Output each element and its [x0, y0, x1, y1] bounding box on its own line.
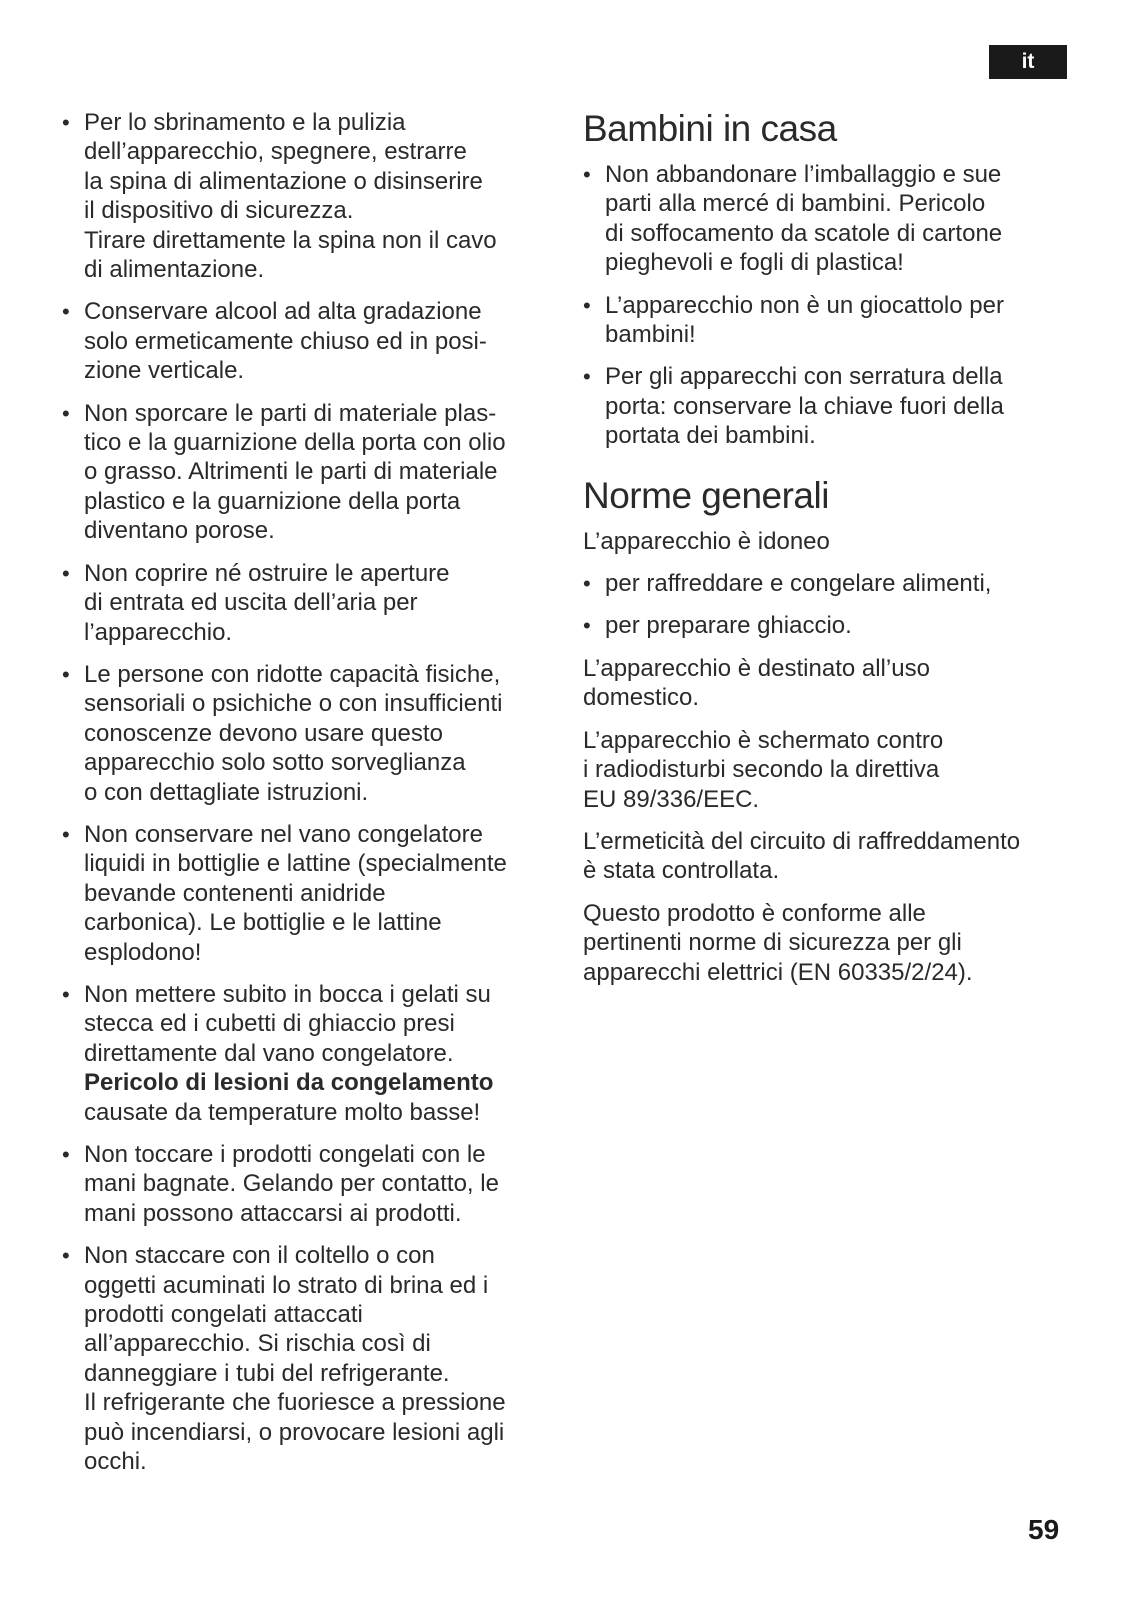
bullet-icon: • [583, 292, 591, 318]
list-item: • per raffreddare e congelare alimenti, [583, 570, 992, 598]
list-item: • Per lo sbrinamento e la pulizia dell’apparecchio, spegnere, estrarre la spina di alimentazione o disinserire il dispositivo di sicurezza. Tirare direttamente la spina non il cavo di alimentazione. [62, 109, 497, 284]
list-item: • Non staccare con il coltello o con oggetti acuminati lo strato di brina ed i prodotti congelati attaccati all’apparecchio. Si rischia così di danneggiare i tubi del refrigerante. Il refrigerante che fuoriesce a pressione può incendiarsi, o provocare lesioni agli occhi. [62, 1242, 506, 1476]
bullet-icon: • [62, 560, 70, 586]
safety-list [62, 108, 552, 1476]
bullet-icon: • [583, 613, 591, 639]
general-list [583, 569, 1078, 641]
language-tab: it [989, 45, 1067, 79]
bullet-icon: • [62, 299, 70, 325]
bullet-icon: • [62, 1243, 70, 1269]
section-title-children: Bambini in casa [583, 108, 837, 149]
bullet-icon: • [583, 162, 591, 187]
bullet-icon: • [62, 981, 70, 1007]
warning-text: Pericolo di lesioni da congelamento [84, 1069, 494, 1097]
bullet-icon: • [62, 110, 70, 135]
paragraph: L’apparecchio è destinato all’uso domestico. [583, 654, 930, 712]
list-item: • per preparare ghiaccio. [583, 612, 852, 640]
section-title-general: Norme generali [583, 474, 829, 516]
right-column [583, 106, 1078, 1000]
list-item: • Non toccare i prodotti congelati con le mani bagnate. Gelando per contatto, le mani possono attaccarsi ai prodotti. [62, 1141, 499, 1227]
paragraph: L’apparecchio è schermato contro i radiodisturbi secondo la direttiva EU 89/336/EEC. [583, 726, 944, 813]
children-list [583, 160, 1078, 451]
list-item: • Non abbandonare l’imballaggio e sue parti alla mercé di bambini. Pericolo di soffocamento da scatole di cartone pieghevoli e fogli di plastica! [583, 161, 1003, 277]
bullet-icon: • [62, 821, 70, 847]
list-item: • Non coprire né ostruire le aperture di entrata ed uscita dell’aria per l’apparecchio. [62, 559, 450, 646]
intro-paragraph: L’apparecchio è idoneo [583, 527, 830, 555]
left-column [62, 108, 552, 1489]
list-item: • Non mettere subito in bocca i gelati su stecca ed i cubetti di ghiaccio presi direttamente dal vano congelatore. Pericolo di lesioni da congelamento causate da temperature molto basse! [62, 980, 552, 1127]
bullet-icon: • [62, 400, 70, 426]
list-item: • Conservare alcool ad alta gradazione solo ermeticamente chiuso ed in posi- zione verticale. [62, 298, 487, 385]
paragraph: Questo prodotto è conforme alle pertinenti norme di sicurezza per gli apparecchi elettrici (EN 60335/2/24). [583, 899, 973, 986]
list-item: • Non sporcare le parti di materiale plas- tico e la guarnizione della porta con olio o grasso. Altrimenti le parti di materiale plastico e la guarnizione della porta diventano porose. [62, 399, 506, 545]
bullet-icon: • [583, 364, 591, 390]
page-number: 59 [1028, 1514, 1060, 1545]
list-item: • Per gli apparecchi con serratura della porta: conservare la chiave fuori della portata dei bambini. [583, 363, 1004, 450]
list-item: • Le persone con ridotte capacità fisiche, sensoriali o psichiche o con insufficienti conoscenze devono usare questo apparecchio solo sotto sorveglianza o con dettagliate istruzioni. [62, 660, 503, 806]
bullet-icon: • [62, 1142, 70, 1167]
bullet-icon: • [583, 571, 591, 597]
list-item: • L’apparecchio non è un giocattolo per bambini! [583, 291, 1004, 349]
bullet-icon: • [62, 661, 70, 687]
list-item: • Non conservare nel vano congelatore liquidi in bottiglie e lattine (specialmente bevande contenenti anidride carbonica). Le bottiglie e le lattine esplodono! [62, 820, 507, 966]
paragraph: L’ermeticità del circuito di raffreddamento è stata controllata. [583, 827, 1021, 885]
